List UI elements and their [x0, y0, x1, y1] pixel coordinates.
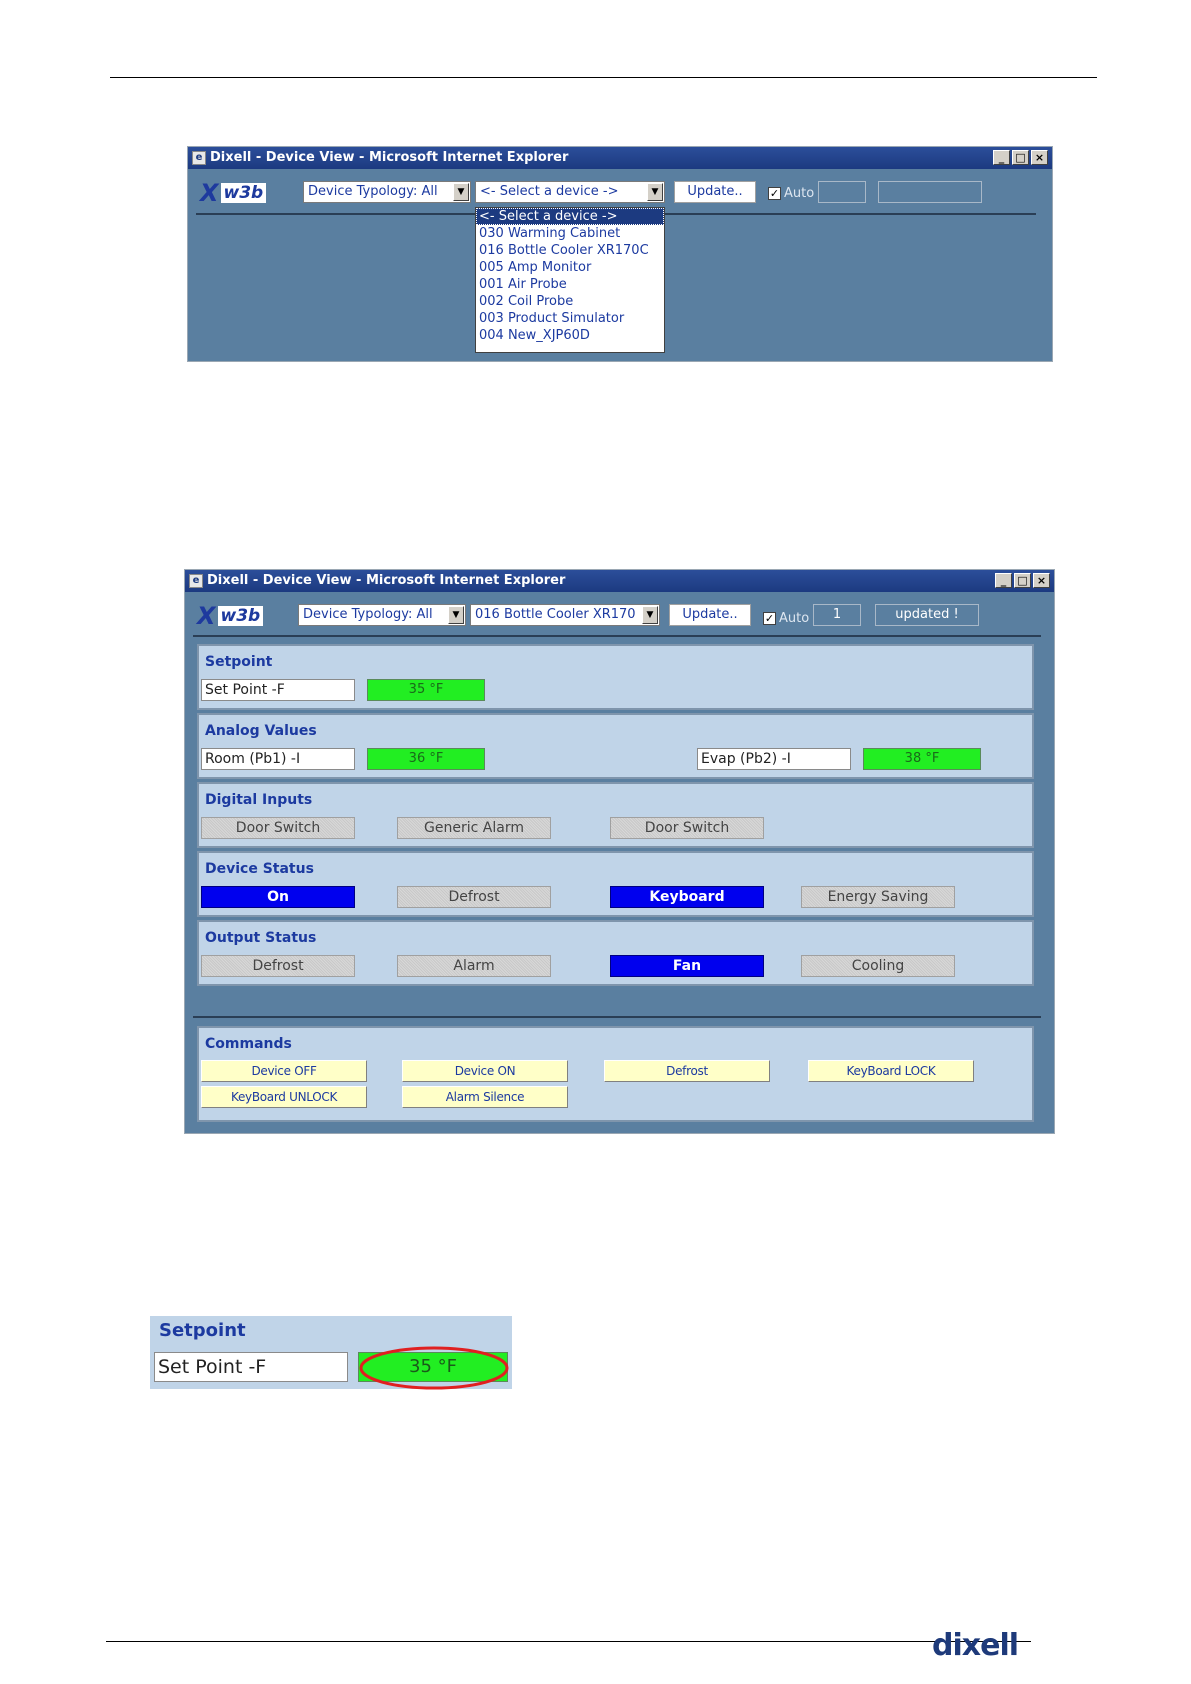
- output-status-alarm: Alarm: [397, 955, 551, 977]
- dropdown-option[interactable]: 003 Product Simulator: [479, 311, 625, 326]
- footer-rule: [106, 1641, 1031, 1642]
- setpoint-value[interactable]: 35 °F: [367, 679, 485, 701]
- output-status-cooling: Cooling: [801, 955, 955, 977]
- update-status-field: [878, 181, 982, 203]
- ie-page-icon: e: [189, 574, 203, 588]
- device-typology-select[interactable]: Device Typology: All ▼: [298, 604, 466, 626]
- keyboard-lock-button[interactable]: KeyBoard LOCK: [808, 1060, 974, 1082]
- browser-window-device-select: [187, 146, 1053, 362]
- device-dropdown-list[interactable]: [475, 207, 665, 353]
- setpoint-detail-crop: [150, 1316, 512, 1389]
- dixell-logo: dixell: [932, 1628, 1019, 1663]
- commands-panel: [197, 1026, 1034, 1122]
- update-status-field: updated !: [875, 604, 979, 626]
- setpoint-detail-value[interactable]: 35 °F: [358, 1352, 508, 1382]
- minimize-button[interactable]: _: [995, 573, 1012, 588]
- digital-inputs-panel: [197, 782, 1034, 848]
- minimize-button[interactable]: _: [993, 150, 1010, 165]
- dropdown-option[interactable]: 004 New_XJP60D: [479, 328, 590, 343]
- analog-values-panel: [197, 713, 1034, 779]
- window-title: Dixell - Device View - Microsoft Internet Explorer: [210, 150, 569, 165]
- device-typology-select[interactable]: Device Typology: All ▼: [303, 181, 471, 203]
- alarm-silence-button[interactable]: Alarm Silence: [402, 1086, 568, 1108]
- window-titlebar: [188, 147, 1052, 169]
- evap-probe-label: Evap (Pb2) -I: [697, 748, 851, 770]
- device-select[interactable]: <- Select a device -> ▼: [475, 181, 665, 203]
- maximize-button[interactable]: □: [1014, 573, 1031, 588]
- dropdown-option[interactable]: <- Select a device ->: [476, 208, 664, 225]
- window-title: Dixell - Device View - Microsoft Internet Explorer: [207, 573, 566, 588]
- device-status-title: Device Status: [205, 861, 314, 877]
- device-status-panel: [197, 851, 1034, 917]
- keyboard-unlock-button[interactable]: KeyBoard UNLOCK: [201, 1086, 367, 1108]
- device-status-energy-saving: Energy Saving: [801, 886, 955, 908]
- header-rule: [110, 77, 1097, 78]
- maximize-button[interactable]: □: [1012, 150, 1029, 165]
- update-button[interactable]: Update..: [669, 604, 751, 626]
- setpoint-title: Setpoint: [205, 654, 273, 670]
- device-select[interactable]: 016 Bottle Cooler XR170 ▼: [470, 604, 660, 626]
- setpoint-detail-label: Set Point -F: [154, 1352, 348, 1382]
- output-status-defrost: Defrost: [201, 955, 355, 977]
- auto-label: Auto: [784, 186, 815, 201]
- dropdown-option[interactable]: 001 Air Probe: [479, 277, 567, 292]
- device-on-button[interactable]: Device ON: [402, 1060, 568, 1082]
- setpoint-panel: [197, 644, 1034, 710]
- digital-input-door-switch: Door Switch: [201, 817, 355, 839]
- toolbar-separator: [193, 635, 1041, 637]
- close-button[interactable]: ×: [1033, 573, 1050, 588]
- digital-input-door-switch-2: Door Switch: [610, 817, 764, 839]
- chevron-down-icon[interactable]: ▼: [647, 183, 663, 201]
- setpoint-detail-title: Setpoint: [159, 1320, 246, 1341]
- room-probe-value: 36 °F: [367, 748, 485, 770]
- chevron-down-icon[interactable]: ▼: [453, 183, 469, 201]
- digital-input-generic-alarm: Generic Alarm: [397, 817, 551, 839]
- digital-inputs-title: Digital Inputs: [205, 792, 313, 808]
- highlight-ellipse: [354, 1344, 514, 1392]
- ie-page-icon: e: [192, 151, 206, 165]
- refresh-counter-field: [818, 181, 866, 203]
- auto-checkbox[interactable]: ✓: [764, 612, 775, 625]
- dropdown-option[interactable]: 005 Amp Monitor: [479, 260, 592, 275]
- chevron-down-icon[interactable]: ▼: [448, 606, 464, 624]
- commands-separator: [193, 1016, 1041, 1018]
- update-button[interactable]: Update..: [674, 181, 756, 203]
- refresh-counter-field: 1: [813, 604, 861, 626]
- evap-probe-value: 38 °F: [863, 748, 981, 770]
- xweb-logo: X w3b: [200, 180, 288, 206]
- device-status-keyboard: Keyboard: [610, 886, 764, 908]
- device-off-button[interactable]: Device OFF: [201, 1060, 367, 1082]
- room-probe-label: Room (Pb1) -I: [201, 748, 355, 770]
- auto-checkbox[interactable]: ✓: [769, 187, 780, 200]
- setpoint-label: Set Point -F: [201, 679, 355, 701]
- commands-title: Commands: [205, 1036, 292, 1052]
- auto-label: Auto: [779, 611, 810, 626]
- window-titlebar: [185, 570, 1054, 592]
- device-status-defrost: Defrost: [397, 886, 551, 908]
- defrost-command-button[interactable]: Defrost: [604, 1060, 770, 1082]
- device-status-on: On: [201, 886, 355, 908]
- output-status-panel: [197, 920, 1034, 986]
- output-status-fan: Fan: [610, 955, 764, 977]
- browser-window-device-view: [184, 569, 1055, 1134]
- xweb-logo: X w3b: [197, 603, 285, 629]
- chevron-down-icon[interactable]: ▼: [642, 606, 658, 624]
- dropdown-option[interactable]: 030 Warming Cabinet: [479, 226, 621, 241]
- output-status-title: Output Status: [205, 930, 317, 946]
- analog-values-title: Analog Values: [205, 723, 317, 739]
- dropdown-option[interactable]: 002 Coil Probe: [479, 294, 574, 309]
- dropdown-option[interactable]: 016 Bottle Cooler XR170C: [479, 243, 649, 258]
- close-button[interactable]: ×: [1031, 150, 1048, 165]
